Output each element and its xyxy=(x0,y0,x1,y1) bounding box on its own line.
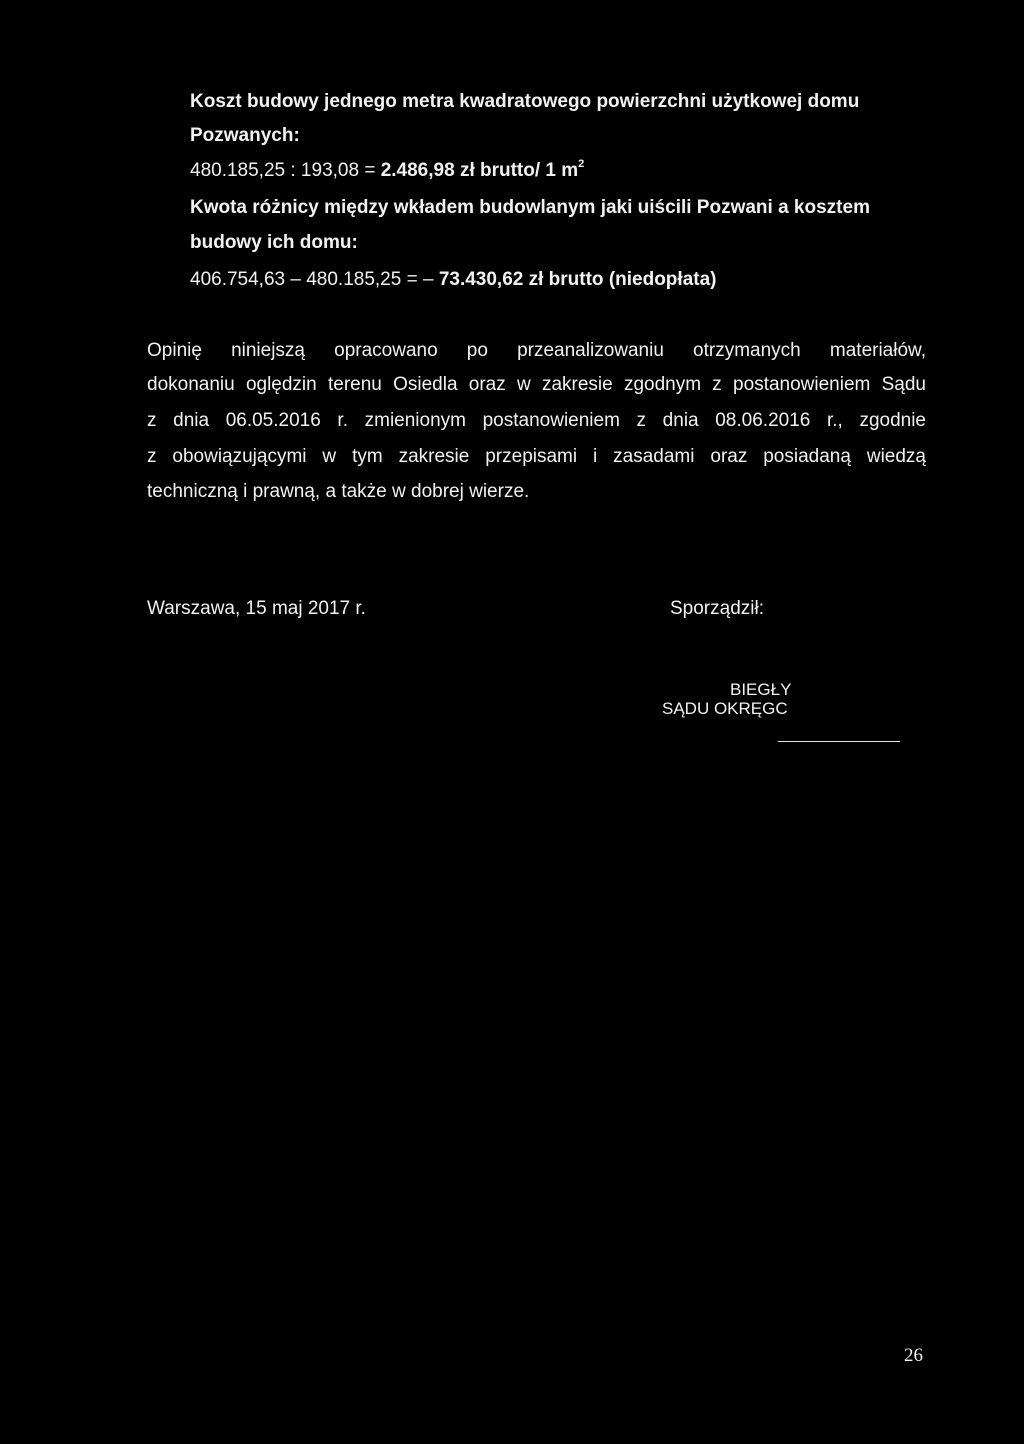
opinion-line-3: z dnia 06.05.2016 r. zmienionym postanowieniem z dnia 08.06.2016 r., zgodnie xyxy=(147,410,926,431)
difference-result: 73.430,62 zł brutto (niedopłata) xyxy=(438,269,717,290)
cost-per-m2-calculation xyxy=(190,159,584,183)
opinion-line-1: Opinię niniejszą opracowano po przeanalizowaniu otrzymanych materiałów, xyxy=(147,340,926,361)
cost-per-m2-heading-cont: Pozwanych: xyxy=(190,125,300,146)
opinion-line-2: dokonaniu oględzin terenu Osiedla oraz w zakresie zgodnym z postanowieniem Sądu xyxy=(147,374,926,395)
stamp-title: BIEGŁY xyxy=(730,680,792,699)
opinion-line-5: techniczną i prawną, a także w dobrej wierze. xyxy=(147,481,530,502)
signature-line xyxy=(778,741,900,742)
difference-calculation xyxy=(190,268,716,292)
cost-per-m2-result: 2.486,98 zł brutto/ 1 m xyxy=(380,160,579,181)
page-number: 26 xyxy=(904,1345,923,1366)
prepared-by-label: Sporządził: xyxy=(670,598,764,619)
difference-heading-cont: budowy ich domu: xyxy=(190,232,358,253)
cost-per-m2-operands: 480.185,25 : 193,08 = xyxy=(190,160,381,181)
cost-per-m2-heading: Koszt budowy jednego metra kwadratowego powierzchni użytkowej domu xyxy=(190,91,860,112)
opinion-line-4: z obowiązującymi w tym zakresie przepisami i zasadami oraz posiadaną wiedzą xyxy=(147,446,926,467)
place-and-date: Warszawa, 15 maj 2017 r. xyxy=(147,598,366,619)
difference-heading: Kwota różnicy między wkładem budowlanym jaki uiścili Pozwani a kosztem xyxy=(190,197,870,218)
square-meter-superscript: 2 xyxy=(578,157,585,170)
stamp-court: SĄDU OKRĘGC xyxy=(662,699,788,718)
difference-operands: 406.754,63 – 480.185,25 = – xyxy=(190,269,439,290)
